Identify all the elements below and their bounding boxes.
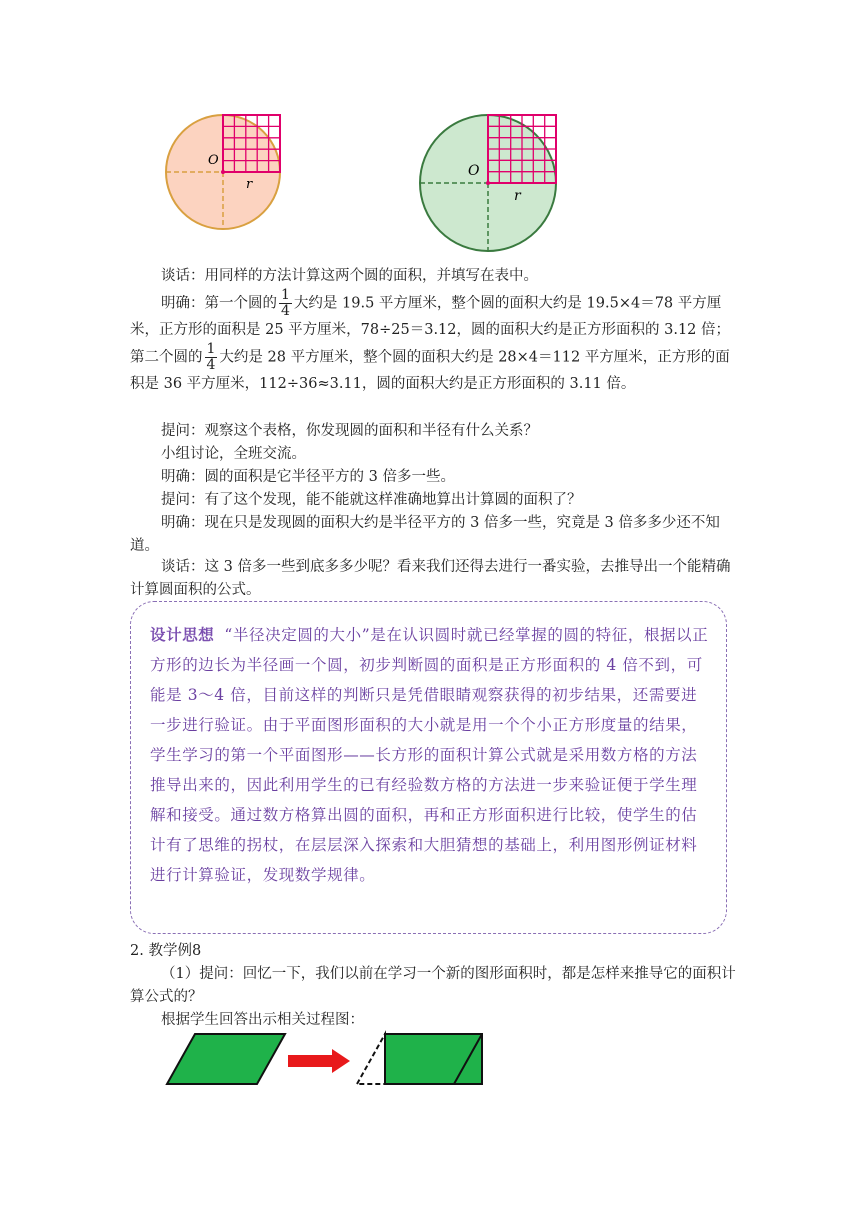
design-thought-body: “半径决定圆的大小”是在认识圆时就已经掌握的圆的特征，根据以正方形的边长为半径画一个圆，初步判断圆的面积是正方形面积的 4 倍不到，可能是 3～4 倍，目前这样的判断只是凭借眼睛观察获得的初步结果，还需要进一步进行验证。由于平面图形面积的大小就是用一个个小正方形度量的结果，学生学习的第一个平面图形——长方形的面积计算公式就是采用数方格的方法推导出来的，因此利用学生的已有经验数方格的方法进一步来验证便于学生理解和接受。通过数方格算出圆的面积，再和正方形面积进行比较，使学生的估计有了思维的拐杖，在层层深入探索和大胆猜想的基础上，利用图形例证材料进行计算验证，发现数学规律。 bbox=[150, 626, 709, 884]
circle-figure-2 bbox=[415, 108, 565, 258]
design-thought-text bbox=[150, 620, 712, 890]
moved-triangle-outline bbox=[357, 1034, 385, 1084]
circle-2-center-label: O bbox=[468, 163, 480, 179]
red-arrow-icon bbox=[288, 1049, 350, 1073]
circle-2-center-dot bbox=[486, 181, 490, 185]
paragraph-clarify-3: 明确：现在只是发现圆的面积大约是半径平方的 3 倍多一些，究竟是 3 倍多多少还不知道。 bbox=[130, 515, 720, 554]
parallelogram-diagram bbox=[160, 1028, 500, 1090]
design-thought-title: 设计思想 bbox=[150, 626, 215, 644]
paragraph-talk-1: 谈话：用同样的方法计算这两个圆的面积，并填写在表中。 bbox=[161, 268, 538, 284]
circle-figure-1 bbox=[160, 108, 290, 238]
fraction-denominator: 4 bbox=[281, 303, 290, 319]
paragraph-clarify-2: 明确：圆的面积是它半径平方的 3 倍多一些。 bbox=[161, 469, 455, 485]
section-2-question: （1）提问：回忆一下，我们以前在学习一个新的图形面积时，都是怎样来推导它的面积计算公式的？ bbox=[130, 966, 736, 1005]
parallelogram-shape bbox=[167, 1034, 285, 1084]
paragraph-clarify-1-part-c: 大约是 28 平方厘米，整个圆的面积大约是 28×4＝112 平方厘米，正方形的面积是 36 平方厘米，112÷36≈3.11，圆的面积大约是正方形面积的 3.11 倍。 bbox=[130, 349, 730, 392]
fraction-one-quarter-2 bbox=[205, 342, 218, 373]
circle-2-radius-label: r bbox=[514, 188, 521, 204]
paragraph-question-2: 提问：有了这个发现，能不能就这样准确地算出计算圆的面积了？ bbox=[161, 492, 582, 508]
paragraph-clarify-1 bbox=[130, 288, 740, 396]
circle-1-radius-label: r bbox=[246, 177, 253, 192]
paragraph-talk-2: 谈话：这 3 倍多一些到底多多少呢？看来我们还得去进行一番实验，去推导出一个能精确计算圆面积的公式。 bbox=[130, 559, 731, 598]
fraction-numerator: 1 bbox=[281, 287, 290, 303]
paragraph-clarify-1-part-a: 明确：第一个圆的 bbox=[161, 295, 277, 312]
section-2-heading: 2. 教学例8 bbox=[130, 943, 202, 959]
circle-1-center-label: O bbox=[208, 153, 219, 168]
paragraph-question-1: 提问：观察这个表格，你发现圆的面积和半径有什么关系？ bbox=[161, 423, 538, 439]
fraction-one-quarter-1 bbox=[279, 288, 292, 319]
section-2-prompt: 根据学生回答出示相关过程图： bbox=[161, 1012, 364, 1028]
circle-1-center-dot bbox=[221, 170, 225, 174]
fraction-numerator: 1 bbox=[206, 341, 216, 357]
paragraph-discussion: 小组讨论，全班交流。 bbox=[161, 446, 306, 462]
fraction-denominator: 4 bbox=[206, 357, 216, 373]
paragraph-clarify-1-part-b: 大约是 19.5 平方厘米，整个圆的面积大约是 19.5×4＝78 平方厘米，正方形的面积是 25 平方厘米，78÷25＝3.12，圆的面积大约是正方形面积的 3.12 倍；第二个圆的 bbox=[130, 295, 731, 366]
